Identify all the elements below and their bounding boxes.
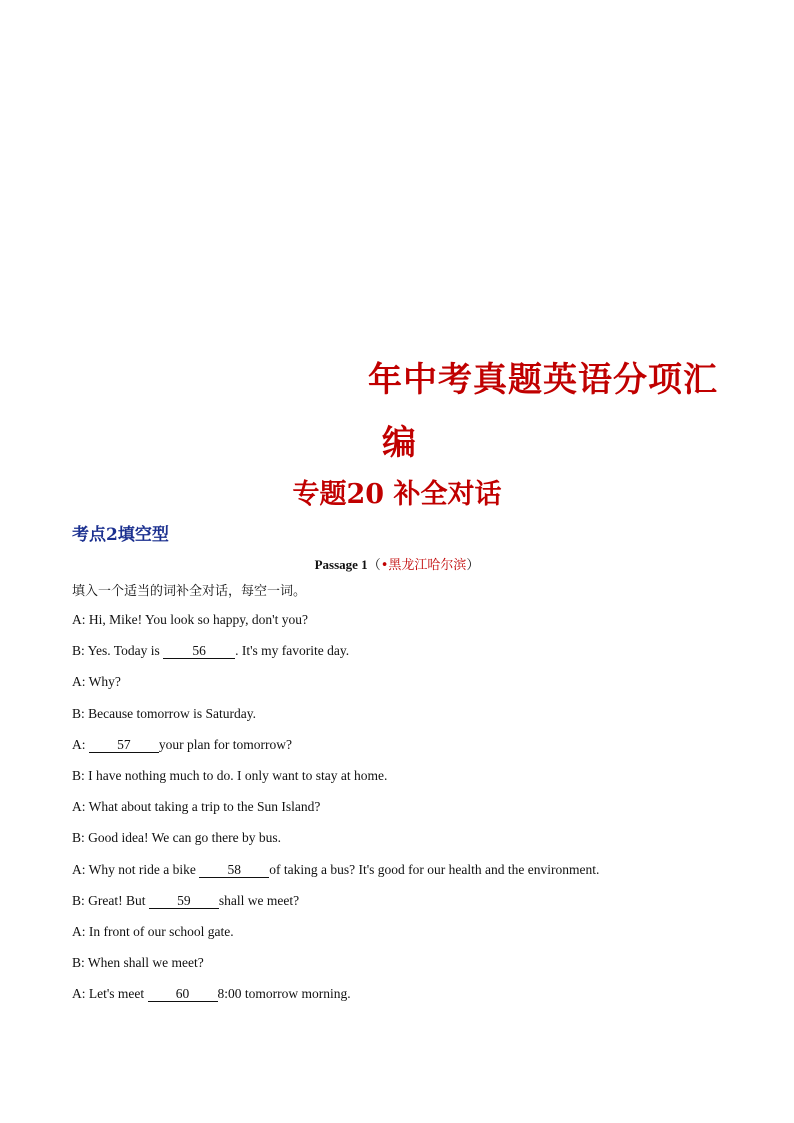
document-title-line-1: 年中考真题英语分项汇 [368, 360, 718, 400]
answer-blank-57: 57 [89, 738, 159, 753]
dialogue-line: B: I have nothing much to do. I only want to stay at home. [72, 767, 388, 783]
dialogue-line: B: When shall we meet? [72, 955, 204, 971]
dialogue-line: A: What about taking a trip to the Sun Island? [72, 799, 321, 815]
dialogue-line [72, 892, 732, 923]
line-text-before-blank: A: [72, 736, 89, 752]
line-text-after-blank: 8:00 tomorrow morning. [217, 986, 351, 1002]
line-text-before-blank: B: Great! But [72, 892, 149, 908]
dialogue-line [72, 861, 732, 892]
dialogue-line [72, 985, 732, 1016]
answer-blank-56: 56 [163, 644, 235, 659]
section-heading: 考点2填空型 [72, 525, 169, 545]
line-text-after-blank: shall we meet? [218, 892, 300, 908]
instruction-text: 填入一个适当的词补全对话，每空一词。 [72, 584, 307, 599]
passage-title [0, 554, 794, 573]
passage-name: Passage 1 [314, 557, 368, 572]
document-title-line-2: 编 [382, 423, 416, 463]
line-text-before-blank: B: Yes. Today is [72, 643, 164, 659]
dialogue [72, 611, 732, 1016]
answer-blank-58: 58 [199, 863, 269, 878]
line-text-before-blank: A: Why not ride a bike [72, 861, 200, 877]
dialogue-line: B: Good idea! We can go there by bus. [72, 830, 281, 846]
line-text-after-blank: your plan for tomorrow? [158, 736, 292, 752]
dialogue-line: A: Why? [72, 674, 121, 690]
dialogue-line: A: In front of our school gate. [72, 923, 234, 939]
dialogue-line: A: Hi, Mike! You look so happy, don't you? [72, 612, 308, 627]
line-text-after-blank: of taking a bus? It's good for our health and the environment. [269, 861, 600, 877]
document-subtitle: 专题20 补全对话 [292, 479, 502, 510]
dialogue-line [72, 642, 732, 673]
passage-close-paren: ） [466, 558, 480, 573]
passage-marker: • [380, 558, 389, 573]
answer-blank-60: 60 [148, 987, 218, 1002]
dialogue-line: B: Because tomorrow is Saturday. [72, 705, 256, 721]
answer-blank-59: 59 [149, 894, 219, 909]
line-text-before-blank: A: Let's meet [72, 986, 148, 1002]
line-text-after-blank: . It's my favorite day. [235, 643, 350, 659]
passage-open-paren: （ [367, 558, 381, 573]
dialogue-line [72, 736, 732, 767]
passage-source: 黑龙江哈尔滨 [388, 558, 467, 573]
